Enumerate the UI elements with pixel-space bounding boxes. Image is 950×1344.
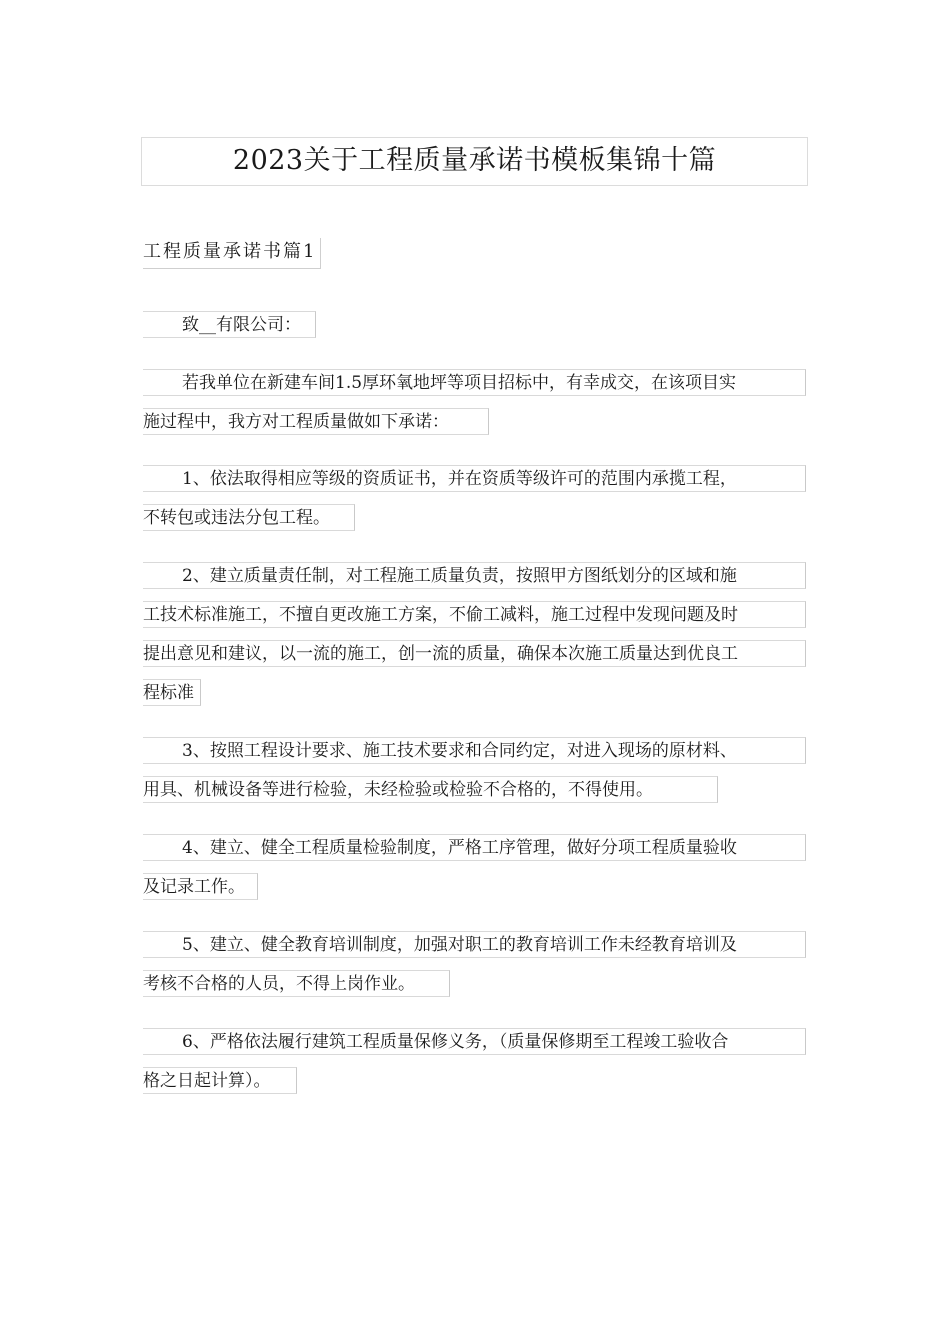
paragraph-1-line-1: 若我单位在新建车间1.5厚环氧地坪等项目招标中，有幸成交，在该项目实	[143, 369, 806, 396]
paragraph-2-line-2: 不转包或违法分包工程。	[143, 504, 355, 531]
paragraph-6-line-2: 考核不合格的人员，不得上岗作业。	[143, 970, 450, 997]
paragraph-3-line-2: 工技术标准施工，不擅自更改施工方案，不偷工减料，施工过程中发现问题及时	[143, 601, 806, 628]
paragraph-4-line-1: 3、按照工程设计要求、施工技术要求和合同约定，对进入现场的原材料、	[143, 737, 806, 764]
paragraph-5-line-1: 4、建立、健全工程质量检验制度，严格工序管理，做好分项工程质量验收	[143, 834, 806, 861]
paragraph-5-line-2: 及记录工作。	[143, 873, 258, 900]
paragraph-3-line-3: 提出意见和建议，以一流的施工，创一流的质量，确保本次施工质量达到优良工	[143, 640, 806, 667]
document-title: 2023关于工程质量承诺书模板集锦十篇	[141, 137, 808, 186]
paragraph-6-line-1: 5、建立、健全教育培训制度，加强对职工的教育培训工作未经教育培训及	[143, 931, 806, 958]
paragraph-2-line-1: 1、依法取得相应等级的资质证书，并在资质等级许可的范围内承揽工程，	[143, 465, 806, 492]
salutation-line: 致__有限公司：	[143, 311, 316, 338]
paragraph-7-line-1: 6、严格依法履行建筑工程质量保修义务，（质量保修期至工程竣工验收合	[143, 1028, 806, 1055]
paragraph-4-line-2: 用具、机械设备等进行检验，未经检验或检验不合格的，不得使用。	[143, 776, 718, 803]
paragraph-3-line-4: 程标准	[143, 679, 201, 706]
section-heading: 工程质量承诺书篇1	[143, 238, 321, 269]
paragraph-3-line-1: 2、建立质量责任制，对工程施工质量负责，按照甲方图纸划分的区域和施	[143, 562, 806, 589]
paragraph-1-line-2: 施过程中，我方对工程质量做如下承诺：	[143, 408, 489, 435]
paragraph-7-line-2: 格之日起计算）。	[143, 1067, 297, 1094]
